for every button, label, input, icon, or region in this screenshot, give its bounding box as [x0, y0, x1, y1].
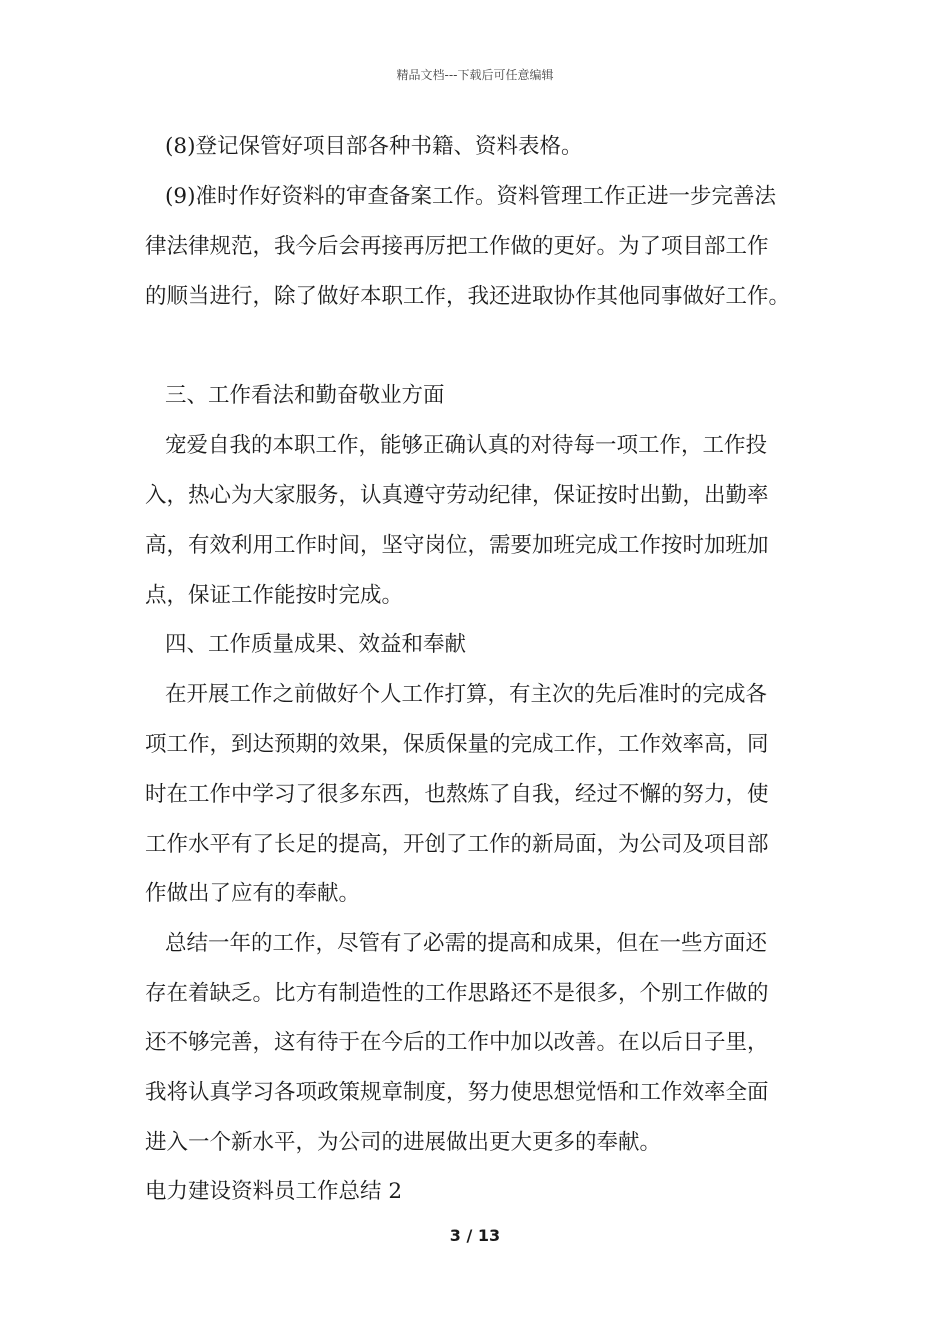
section-3-line-4: 点，保证工作能按时完成。: [145, 583, 404, 608]
summary-line-5: 进入一个新水平，为公司的进展做出更大更多的奉献。: [145, 1130, 662, 1155]
section-3-line-3: 高，有效利用工作时间，坚守岗位，需要加班完成工作按时加班加: [145, 533, 769, 558]
section-4-line-3: 时在工作中学习了很多东西，也熬炼了自我，经过不懈的努力，使: [145, 782, 769, 807]
section-3-line-1: 宠爱自我的本职工作，能够正确认真的对待每一项工作，工作投: [165, 433, 768, 458]
section-heading-4: 四、工作质量成果、效益和奉献: [165, 632, 467, 657]
next-document-title: 电力建设资料员工作总结 2: [145, 1179, 403, 1204]
summary-line-1: 总结一年的工作，尽管有了必需的提高和成果，但在一些方面还: [165, 931, 768, 956]
paragraph-item-9-line-1: (9)准时作好资料的审查备案工作。资料管理工作正进一步完善法: [165, 184, 776, 209]
summary-line-3: 还不够完善，这有待于在今后的工作中加以改善。在以后日子里，: [145, 1030, 769, 1055]
paragraph-item-9-line-3: 的顺当进行，除了做好本职工作，我还进取协作其他同事做好工作。: [145, 284, 791, 309]
section-4-line-2: 项工作，到达预期的效果，保质保量的完成工作，工作效率高，同: [145, 732, 769, 757]
page-number: 3 / 13: [449, 1226, 501, 1245]
page-header: 精品文档---下载后可任意编辑: [396, 68, 554, 82]
section-4-line-4: 工作水平有了长足的提高，开创了工作的新局面，为公司及项目部: [145, 832, 769, 857]
section-4-line-1: 在开展工作之前做好个人工作打算，有主次的先后准时的完成各: [165, 682, 768, 707]
section-4-line-5: 作做出了应有的奉献。: [145, 881, 361, 906]
section-heading-3: 三、工作看法和勤奋敬业方面: [165, 383, 445, 408]
paragraph-item-9-line-2: 律法律规范，我今后会再接再厉把工作做的更好。为了项目部工作: [145, 234, 769, 259]
summary-line-2: 存在着缺乏。比方有制造性的工作思路还不是很多，个别工作做的: [145, 981, 769, 1006]
paragraph-item-8: (8)登记保管好项目部各种书籍、资料表格。: [165, 134, 583, 159]
section-3-line-2: 入，热心为大家服务，认真遵守劳动纪律，保证按时出勤，出勤率: [145, 483, 769, 508]
summary-line-4: 我将认真学习各项政策规章制度，努力使思想觉悟和工作效率全面: [145, 1080, 769, 1105]
